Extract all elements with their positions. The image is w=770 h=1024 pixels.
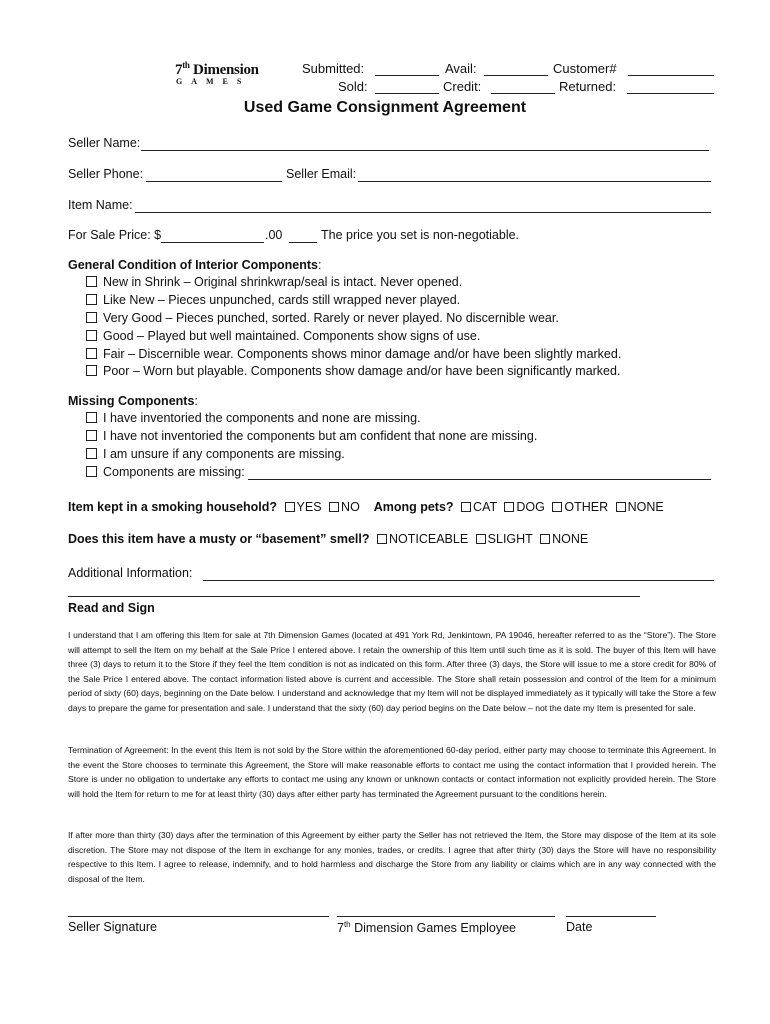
checkbox-none[interactable]: [616, 502, 626, 512]
checkbox[interactable]: [86, 312, 97, 323]
seller-phone-label: Seller Phone:: [68, 167, 144, 181]
missing-heading-text: Missing Components: [68, 394, 195, 408]
missing-option[interactable]: [86, 465, 245, 479]
returned-field[interactable]: [627, 93, 714, 94]
checkbox[interactable]: [86, 330, 97, 341]
missing-option-label: I have not inventoried the components but am confident that none are missing.: [103, 429, 538, 443]
missing-option[interactable]: [86, 411, 421, 425]
price-note: The price you set is non-negotiable.: [321, 228, 520, 242]
employee-number: 7: [337, 921, 344, 936]
condition-option-label: Good – Played but well maintained. Components show signs of use.: [103, 329, 481, 343]
smell-row: [68, 532, 588, 546]
submitted-field[interactable]: [375, 75, 439, 76]
checkbox[interactable]: [86, 448, 97, 459]
sale-price-label: For Sale Price: $: [68, 228, 162, 242]
seller-signature-label: Seller Signature: [68, 920, 157, 934]
logo-subtitle: GAMES: [176, 77, 251, 86]
seller-email-field[interactable]: [358, 181, 711, 182]
submitted-label: Submitted:: [302, 61, 365, 76]
date-field[interactable]: [566, 916, 656, 917]
checkbox-cat[interactable]: [461, 502, 471, 512]
other-label: OTHER: [564, 500, 609, 514]
credit-label: Credit:: [443, 79, 482, 94]
logo-number: 7: [175, 62, 183, 78]
condition-heading: [68, 258, 321, 272]
no-label: NO: [341, 500, 360, 514]
returned-label: Returned:: [559, 79, 617, 94]
checkbox-noticeable[interactable]: [377, 534, 387, 544]
checkbox[interactable]: [86, 430, 97, 441]
condition-option-label: Poor – Worn but playable. Components show damage and/or have been significantly marked.: [103, 364, 621, 378]
customer-label: Customer#: [553, 61, 617, 76]
item-name-field[interactable]: [135, 212, 711, 213]
condition-option-label: Very Good – Pieces punched, sorted. Rarely or never played. No discernible wear.: [103, 311, 559, 325]
missing-heading: [68, 394, 198, 408]
condition-option[interactable]: [86, 293, 460, 307]
checkbox[interactable]: [86, 466, 97, 477]
condition-heading-colon: :: [318, 258, 322, 272]
employee-text: Dimension Games Employee: [350, 921, 516, 936]
cat-label: CAT: [473, 500, 497, 514]
missing-option[interactable]: [86, 447, 345, 461]
termination-paragraph: Termination of Agreement: In the event this Item is not sold by the Store within the aforementioned 60-day period, either party may choose to terminate this Agreement. In the event the Store chooses to terminate this Agreement, the Store will make reasonable efforts to contact me using the contact information that I provided herein. The Store is under no obligation to undertake any efforts to contact me using any known or unknown contacts or contact information not explicitly provided herein. The Store will hold the Item for return to me for at least thirty (30) days after either party has terminated the Agreement pursuant to the conditions herein.: [68, 745, 716, 799]
checkbox-yes[interactable]: [285, 502, 295, 512]
logo-name: Dimension: [189, 62, 259, 78]
condition-option-label: New in Shrink – Original shrinkwrap/seal is intact. Never opened.: [103, 275, 463, 289]
credit-field[interactable]: [491, 93, 555, 94]
condition-option[interactable]: [86, 311, 559, 325]
disposal-paragraph: If after more than thirty (30) days after the termination of this Agreement by either party the Seller has not retrieved the Item, the Store may dispose of the Item at its sole discretion. The Store may not dispose of the Item in exchange for any monies, trades, or credits. I agree that after thirty (30) days the Store will have no responsibility respective to this Item. I agree to release, indemnify, and to hold harmless and discharge the Store from any liability or claims which are in any way connected with the disposal of the Item.: [68, 830, 716, 884]
read-sign-heading: Read and Sign: [68, 601, 155, 615]
checkbox-other[interactable]: [552, 502, 562, 512]
missing-option-label: Components are missing:: [103, 465, 245, 479]
sale-price-cents: .00: [265, 228, 283, 242]
checkbox-smell-none[interactable]: [540, 534, 550, 544]
additional-info-field[interactable]: [203, 580, 714, 581]
document-title: Used Game Consignment Agreement: [243, 99, 527, 116]
condition-heading-text: General Condition of Interior Components: [68, 258, 318, 272]
seller-phone-field[interactable]: [146, 181, 282, 182]
additional-info-label: Additional Information:: [68, 566, 193, 580]
checkbox[interactable]: [86, 276, 97, 287]
missing-option[interactable]: [86, 429, 537, 443]
date-label: Date: [566, 920, 593, 934]
seller-email-label: Seller Email:: [286, 167, 357, 181]
missing-components-field[interactable]: [248, 479, 711, 480]
checkbox-no[interactable]: [329, 502, 339, 512]
checkbox-dog[interactable]: [504, 502, 514, 512]
condition-option-label: Like New – Pieces unpunched, cards still wrapped never played.: [103, 293, 461, 307]
smell-question: Does this item have a musty or “basement” smell?: [68, 532, 370, 546]
smoking-row: [68, 500, 664, 514]
sold-label: Sold:: [338, 79, 368, 94]
smell-none-label: NONE: [552, 532, 589, 546]
none-label: NONE: [627, 500, 664, 514]
slight-label: SLIGHT: [487, 532, 533, 546]
missing-option-label: I am unsure if any components are missing.: [103, 447, 345, 461]
employee-sup: th: [343, 920, 351, 929]
missing-option-label: I have inventoried the components and none are missing.: [103, 411, 421, 425]
smoking-question: Item kept in a smoking household?: [68, 500, 278, 514]
checkbox[interactable]: [86, 294, 97, 305]
additional-info-field-2[interactable]: [68, 596, 640, 597]
sold-field[interactable]: [375, 93, 439, 94]
checkbox[interactable]: [86, 348, 97, 359]
avail-field[interactable]: [484, 75, 548, 76]
noticeable-label: NOTICEABLE: [388, 532, 469, 546]
dog-label: DOG: [516, 500, 545, 514]
seller-name-field[interactable]: [141, 150, 709, 151]
seller-name-label: Seller Name:: [68, 136, 141, 150]
pets-question: Among pets?: [373, 500, 454, 514]
agreement-paragraph: I understand that I am offering this Item for sale at 7th Dimension Games (located at 491 York Rd, Jenkintown, PA 19046, hereafter referred to as the “Store”). The Store will attempt to sell the Item on my behalf at the Sale Price I entered above. I retain the ownership of this Item until such time as it is sold. The buyer of this Item will have three (3) days to return it to the Store if they feel the Item condition is not as indicated on this form. After three (3) days, the Store will issue to me a store credit for 80% of the Sale Price I entered above. The contact information listed above is current and accessible. The Store shall retain possession and control of the Item for a minimum period of sixty (60) days, beginning on the Date below. I understand and acknowledge that my Item will not be displayed immediately as it typically will take the Store a few days to prepare the game for presentation and sale. I understand that the sixty (60) day period begins on the Date below – not the date my Item is presented for sale.: [68, 630, 716, 713]
checkbox-slight[interactable]: [476, 534, 486, 544]
logo-sup: th: [182, 60, 190, 70]
yes-label: YES: [296, 500, 322, 514]
checkbox[interactable]: [86, 365, 97, 376]
item-name-label: Item Name:: [68, 198, 133, 212]
seller-signature-field[interactable]: [68, 916, 329, 917]
condition-option[interactable]: [86, 275, 462, 289]
condition-option-label: Fair – Discernible wear. Components shows minor damage and/or have been slightly marked.: [103, 347, 622, 361]
customer-field[interactable]: [628, 75, 714, 76]
checkbox[interactable]: [86, 412, 97, 423]
employee-signature-label: [337, 920, 516, 935]
sale-price-cents-field[interactable]: [289, 242, 317, 243]
condition-option[interactable]: [86, 364, 620, 378]
condition-option[interactable]: [86, 329, 480, 343]
avail-label: Avail:: [445, 61, 477, 76]
employee-signature-field[interactable]: [337, 916, 555, 917]
condition-option[interactable]: [86, 347, 621, 361]
sale-price-field[interactable]: [161, 242, 264, 243]
missing-heading-colon: :: [194, 394, 198, 408]
